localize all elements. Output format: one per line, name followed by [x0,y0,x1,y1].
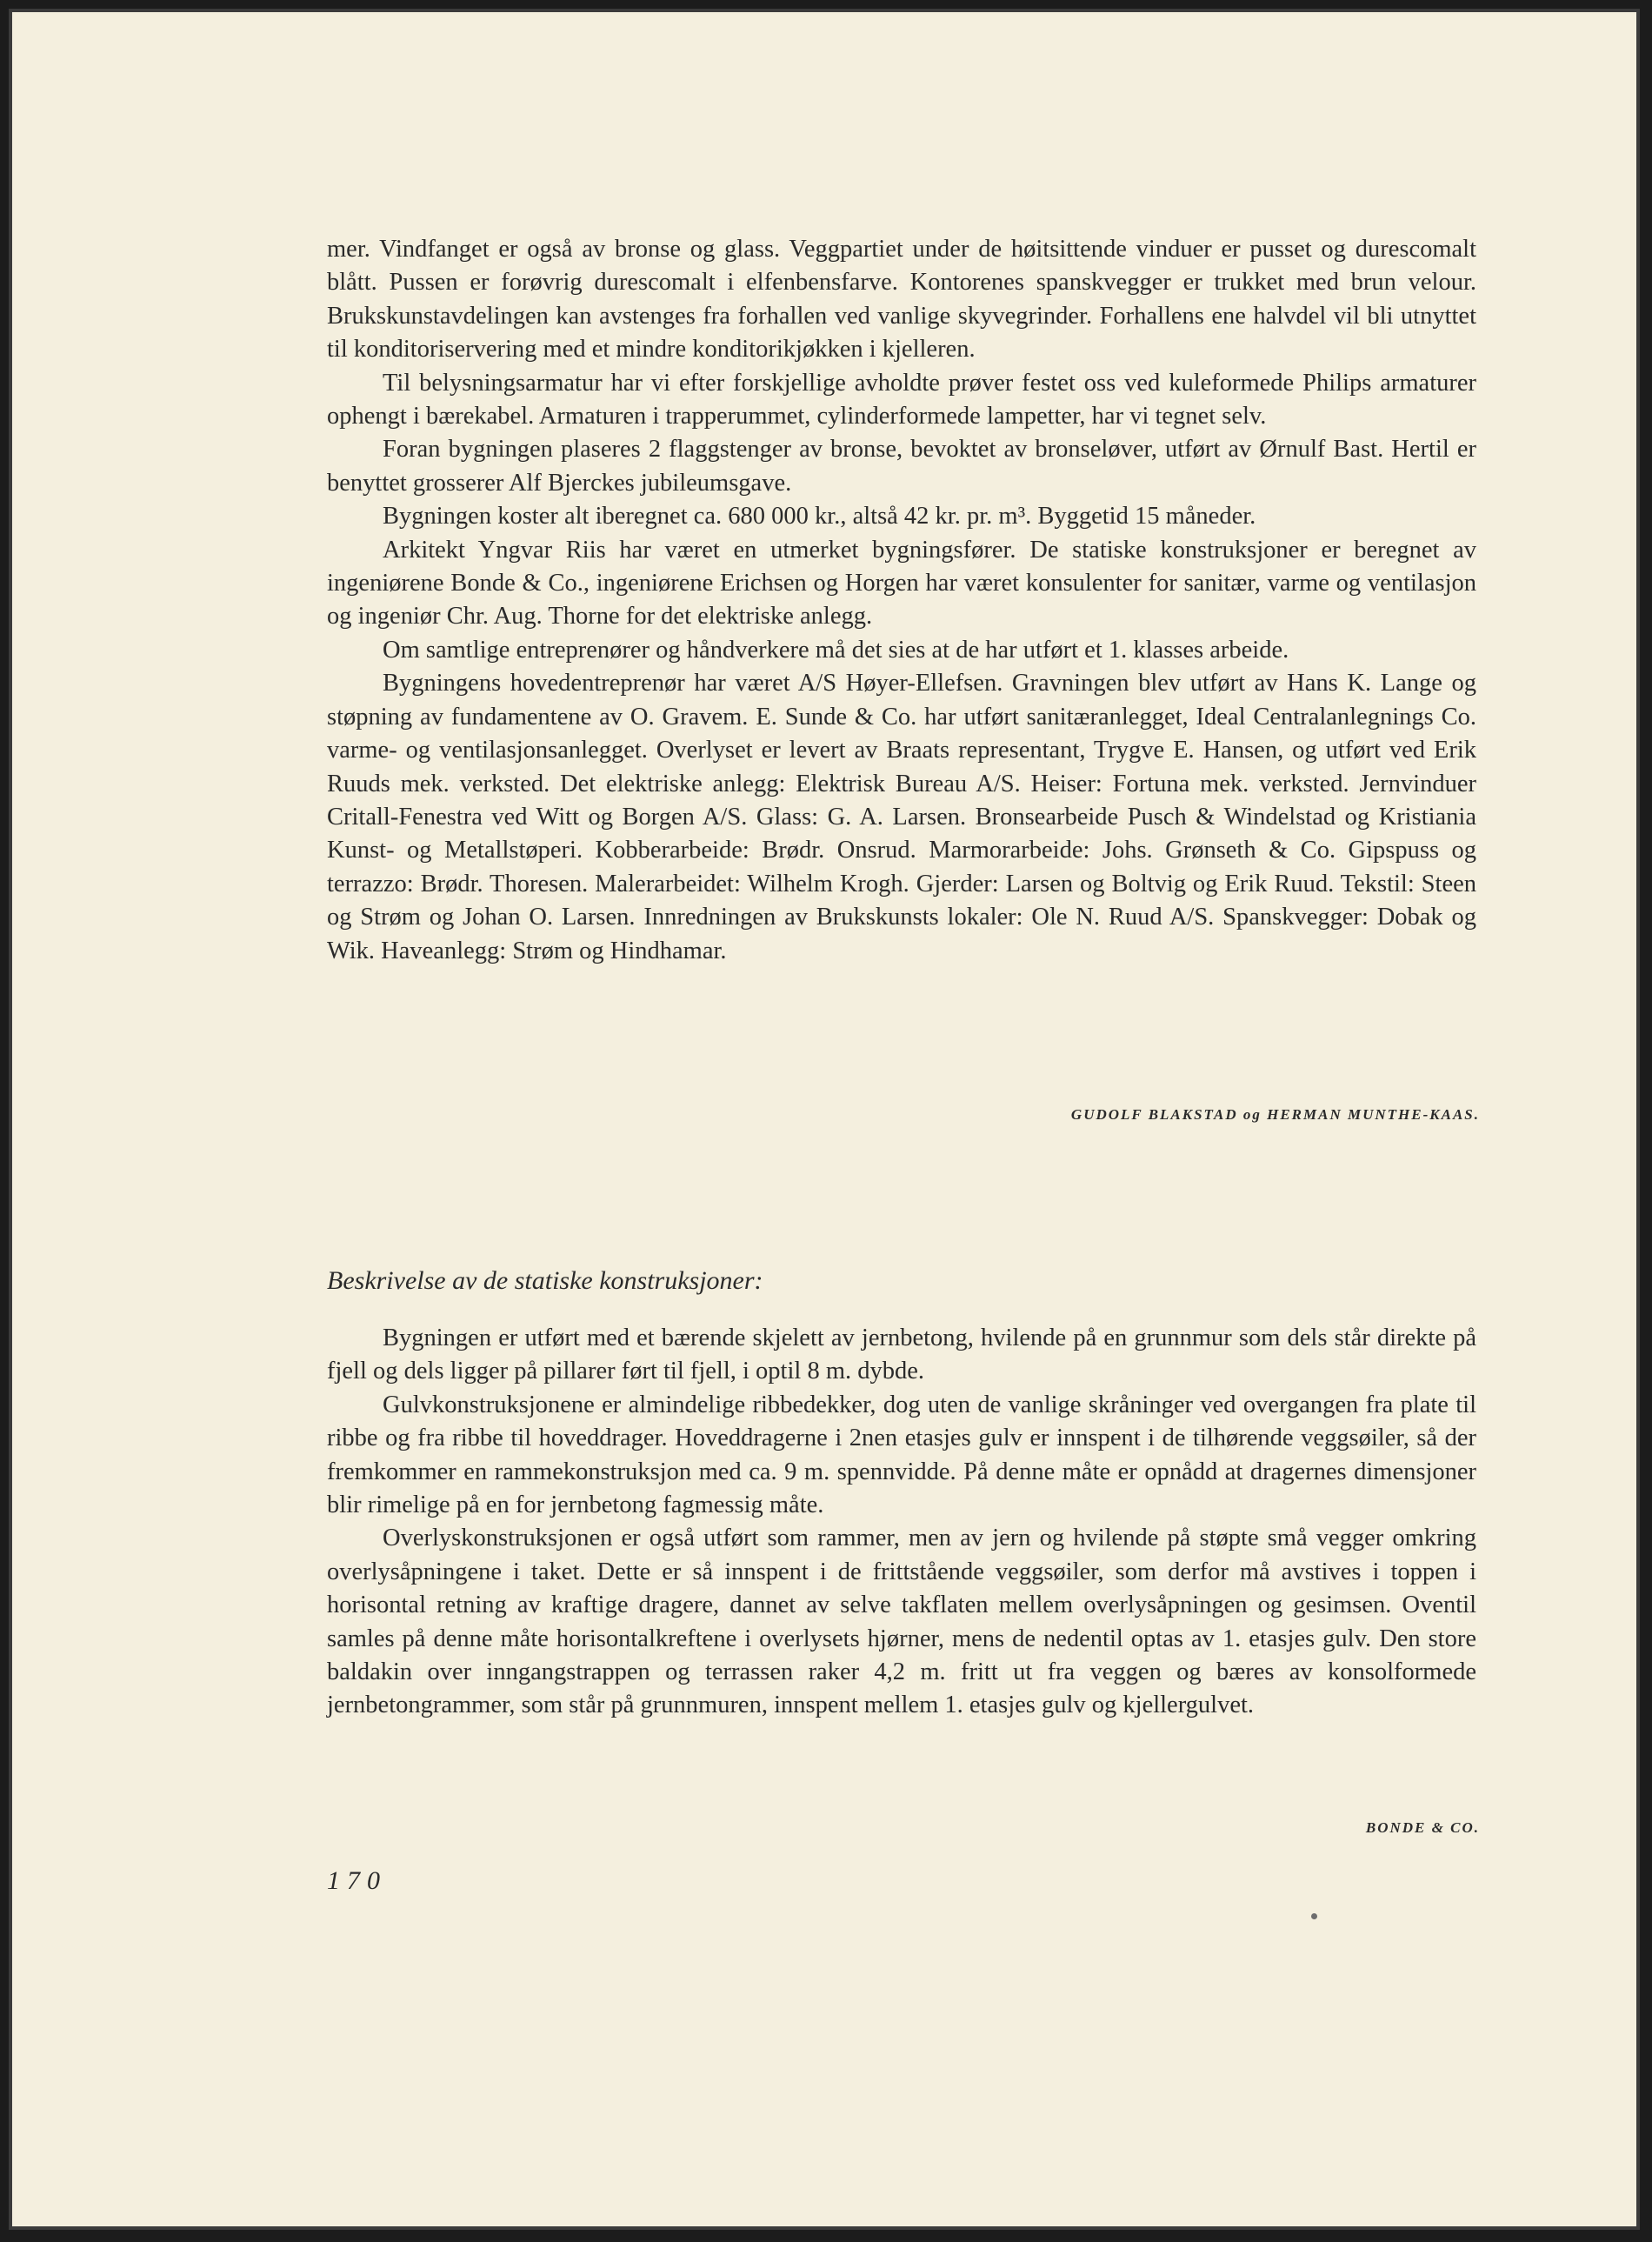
paragraph: Bygningen er utført med et bærende skjelett av jernbetong, hvilende på en grunnmur som dels står direkte på fjell og dels ligger på pillarer ført til fjell, i optil 8 m. dybde. [327,1325,1476,1385]
paragraph: Gulvkonstruksjonene er almindelige ribbedekker, dog uten de vanlige skråninger ved overgangen fra plate til ribbe og fra ribbe til hoveddrager. Hoveddragerne i 2nen etasjes gulv er innspent i de tilhørende veggsøiler, så der fremkommer en rammekonstruksjon med ca. 9 m. spennvidde. På denne måte er opnådd at dragernes dimensjoner blir rimelige på en for jernbetong fagmessig måte. [327,1391,1476,1519]
paragraph: Bygningen koster alt iberegnet ca. 680 000 kr., altså 42 kr. pr. m³. Byggetid 15 måneder. [383,503,1256,530]
document-page [9,9,1640,2230]
paragraph: Overlyskonstruksjonen er også utført som rammer, men av jern og hvilende på støpte små vegger omkring overlysåpningene i taket. Dette er så innspent i de frittstående veggsøiler, som derfor må avstives i toppen i horisontal retning av kraftige dragere, dannet av selve takflaten mellem overlysåpningen og gesimsen. Oventil samles på denne måte horisontalkreftene i overlysets hjørner, mens de nedentil optas av 1. etasjes gulv. Den store baldakin over inngangstrappen og terrassen raker 4,2 m. fritt ut fra veggen og bæres av konsolformede jernbetongrammer, som står på grunnmuren, innspent mellem 1. etasjes gulv og kjellergulvet. [327,1525,1476,1719]
section-heading: Beskrivelse av de statiske konstruksjoner: [327,1266,763,1295]
paragraph: mer. Vindfanget er også av bronse og glass. Veggpartiet under de høitsittende vinduer er pusset og durescomalt blått. Pussen er forøvrig durescomalt i elfenbensfarve. Kontorenes spanskvegger er trukket med brun velour. Brukskunstavdelingen kan avstenges fra forhallen ved vanlige skyvegrinder. Forhallens ene halvdel vil bli utnyttet til konditoriservering med et mindre konditorikjøkken i kjelleren. [327,236,1476,364]
author-signature: GUDOLF BLAKSTAD og HERMAN MUNTHE-KAAS. [1070,1106,1480,1123]
page-number: 170 [327,1866,387,1895]
paragraph: Foran bygningen plaseres 2 flaggstenger av bronse, bevoktet av bronseløver, utført av Ørnulf Bast. Hertil er benyttet grosserer Alf Bjerckes jubileumsgave. [327,436,1476,497]
ink-speck [1311,1913,1317,1919]
section-static-text [327,1322,1476,1723]
section-description-text [327,233,1476,968]
engineer-signature: BONDE & CO. [1365,1819,1480,1836]
paragraph: Til belysningsarmatur har vi efter forskjellige avholdte prøver festet oss ved kuleformede Philips armaturer ophengt i bærekabel. Armaturen i trapperummet, cylinderformede lampetter, har vi tegnet selv. [327,369,1476,430]
paragraph: Arkitekt Yngvar Riis har været en utmerket bygningsfører. De statiske konstruksjoner er beregnet av ingeniørene Bonde & Co., ingeniørene Erichsen og Horgen har været konsulenter for sanitær, varme og ventilasjon og ingeniør Chr. Aug. Thorne for det elektriske anlegg. [327,536,1476,631]
paragraph: Bygningens hovedentreprenør har været A/S Høyer-Ellefsen. Gravningen blev utført av Hans K. Lange og støpning av fundamentene av O. Gravem. E. Sunde & Co. har utført sanitæranlegget, Ideal Centralanlegnings Co. varme- og ventilasjonsanlegget. Overlyset er levert av Braats representant, Trygve E. Hansen, og utført ved Erik Ruuds mek. verksted. Det elektriske anlegg: Elektrisk Bureau A/S. Heiser: Fortuna mek. verksted. Jernvinduer Critall-Fenestra ved Witt og Borgen A/S. Glass: G. A. Larsen. Bronsearbeide Pusch & Windelstad og Kristiania Kunst- og Metallstøperi. Kobberarbeide: Brødr. Onsrud. Marmorarbeide: Johs. Grønseth & Co. Gipspuss og terrazzo: Brødr. Thoresen. Malerarbeidet: Wilhelm Krogh. Gjerder: Larsen og Boltvig og Erik Ruud. Tekstil: Steen og Strøm og Johan O. Larsen. Innredningen av Brukskunsts lokaler: Ole N. Ruud A/S. Spanskvegger: Dobak og Wik. Haveanlegg: Strøm og Hindhamar. [327,670,1476,964]
paragraph: Om samtlige entreprenører og håndverkere må det sies at de har utført et 1. klasses arbeide. [383,636,1289,664]
